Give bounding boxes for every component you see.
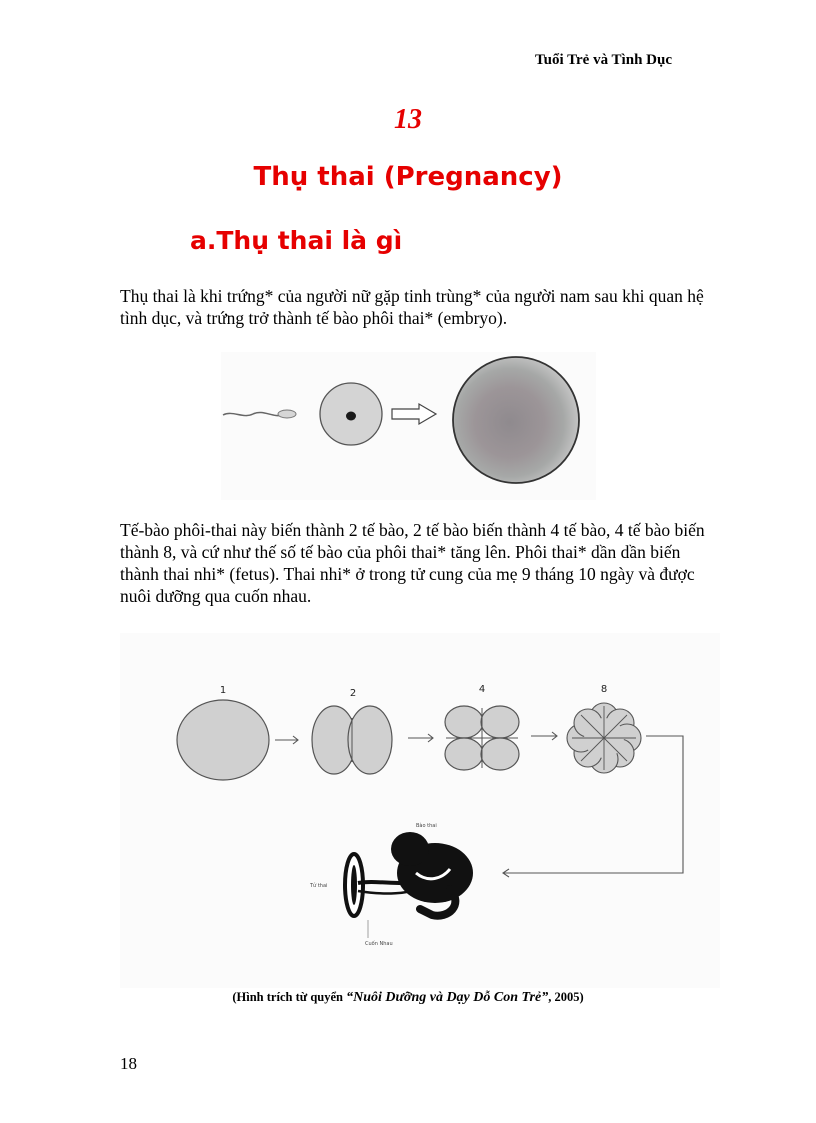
label-fetus: Bào thai — [416, 823, 437, 829]
cell-stage-4 — [445, 706, 519, 770]
embryo-illustration — [453, 357, 579, 483]
section-heading: a.Thụ thai là gì — [190, 226, 403, 255]
figure-caption — [0, 990, 816, 1006]
caption-suffix: , 2005) — [548, 990, 584, 1004]
stage-label-8: 8 — [600, 684, 608, 695]
cell-stage-1 — [177, 700, 269, 780]
figure-fertilization — [221, 352, 596, 500]
caption-prefix: (Hình trích từ quyển — [232, 990, 347, 1004]
paragraph-conception: Thụ thai là khi trứng* của người nữ gặp tinh trùng* của người nam sau khi quan hệ tình dục, và trứng trở thành tế bào phôi thai* (embryo). — [120, 286, 704, 328]
outline-arrow — [392, 404, 436, 424]
running-header: Tuổi Trẻ và Tình Dục — [535, 52, 672, 68]
cell-stage-8 — [567, 703, 641, 773]
arrow-2 — [408, 734, 433, 742]
stage-label-4: 4 — [478, 684, 486, 695]
paragraph-cell-division: Tế-bào phôi-thai này biến thành 2 tế bào, 2 tế bào biến thành 4 tế bào, 4 tế bào biến thành 8, và cứ như thế số tế bào của phôi thai* tăng lên. Phôi thai* dần dần biến thành thai nhi* (fetus). Thai nhi* ở trong tử cung của mẹ 9 tháng 10 ngày và được nuôi dưỡng qua cuốn nhau. — [120, 520, 705, 606]
figure-cell-division — [120, 633, 720, 988]
label-placenta: Tử thai — [310, 883, 328, 889]
cell-stage-2 — [312, 706, 392, 774]
sperm-illustration — [223, 410, 296, 418]
caption-book-title: “Nuôi Dưỡng và Dạy Dỗ Con Trẻ” — [346, 990, 549, 1005]
chapter-number: 13 — [394, 104, 422, 135]
label-umbilical-cord: Cuốn Nhau — [365, 941, 393, 947]
stage-label-2: 2 — [349, 688, 357, 699]
chapter-title: Thụ thai (Pregnancy) — [253, 162, 563, 192]
stage-label-1: 1 — [219, 685, 227, 696]
egg-illustration — [320, 383, 382, 445]
arrow-1 — [275, 736, 298, 744]
arrow-3 — [531, 732, 557, 740]
fetus-illustration — [345, 832, 473, 938]
page-number: 18 — [120, 1054, 137, 1073]
